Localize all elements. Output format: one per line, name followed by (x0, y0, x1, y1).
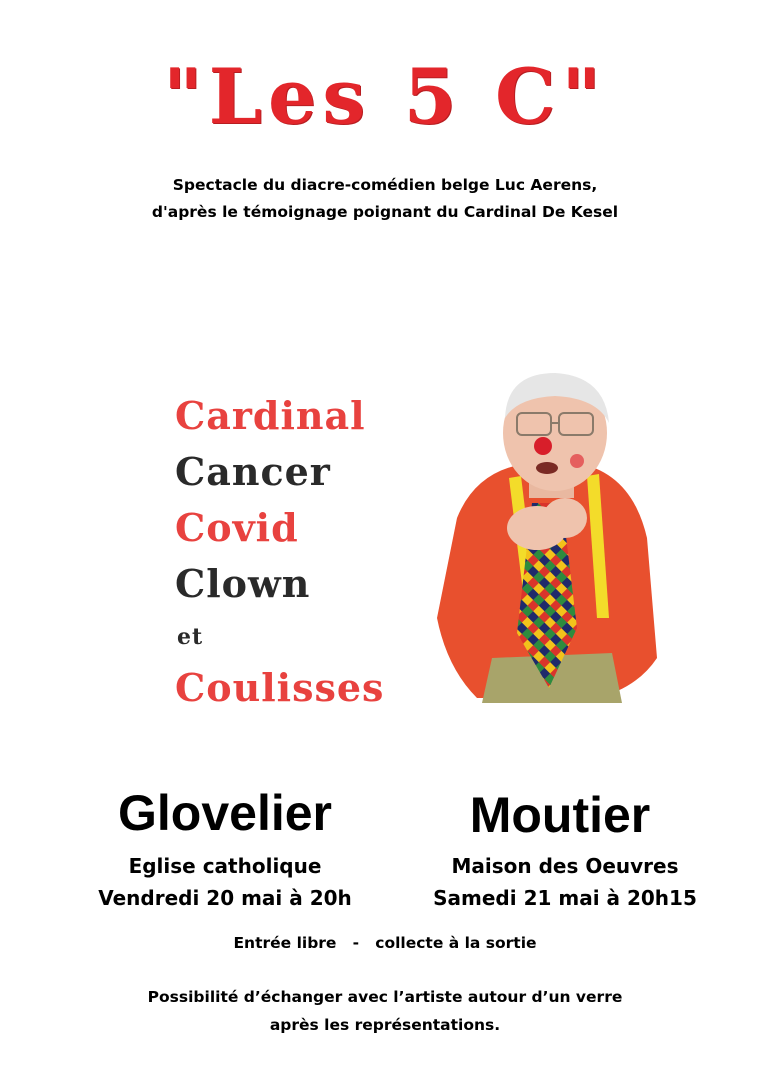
c-word-cancer: Cancer (175, 449, 331, 494)
c-word-clown: Clown (175, 561, 311, 606)
possibility-info (0, 983, 770, 1039)
c-words-list (175, 388, 384, 716)
subtitle (0, 172, 770, 226)
subtitle-line-2: d'après le témoignage poignant du Cardinal De Kesel (151, 203, 619, 221)
event-glovelier-details (40, 850, 410, 914)
possibility-line-2: après les représentations. (269, 1016, 501, 1034)
date-moutier: Samedi 21 mai à 20h15 (433, 886, 697, 910)
c-word-et: et (177, 624, 204, 650)
city-glovelier: Glovelier (118, 785, 332, 841)
date-glovelier: Vendredi 20 mai à 20h (98, 886, 352, 910)
c-word-coulisses: Coulisses (175, 665, 385, 710)
entry-info: Entrée libre - collecte à la sortie (233, 934, 537, 952)
venue-glovelier: Eglise catholique (128, 854, 322, 878)
c-word-covid: Covid (175, 505, 299, 550)
subtitle-line-1: Spectacle du diacre-comédien belge Luc Aerens, (172, 176, 598, 194)
event-moutier-details (380, 850, 750, 914)
c-word-cardinal: Cardinal (175, 393, 366, 438)
clown-photo (437, 368, 657, 703)
possibility-line-1: Possibilité d’échanger avec l’artiste autour d’un verre (147, 988, 623, 1006)
poster-title: "Les 5 C" (162, 52, 608, 141)
city-moutier: Moutier (469, 787, 651, 843)
venue-moutier: Maison des Oeuvres (451, 854, 679, 878)
